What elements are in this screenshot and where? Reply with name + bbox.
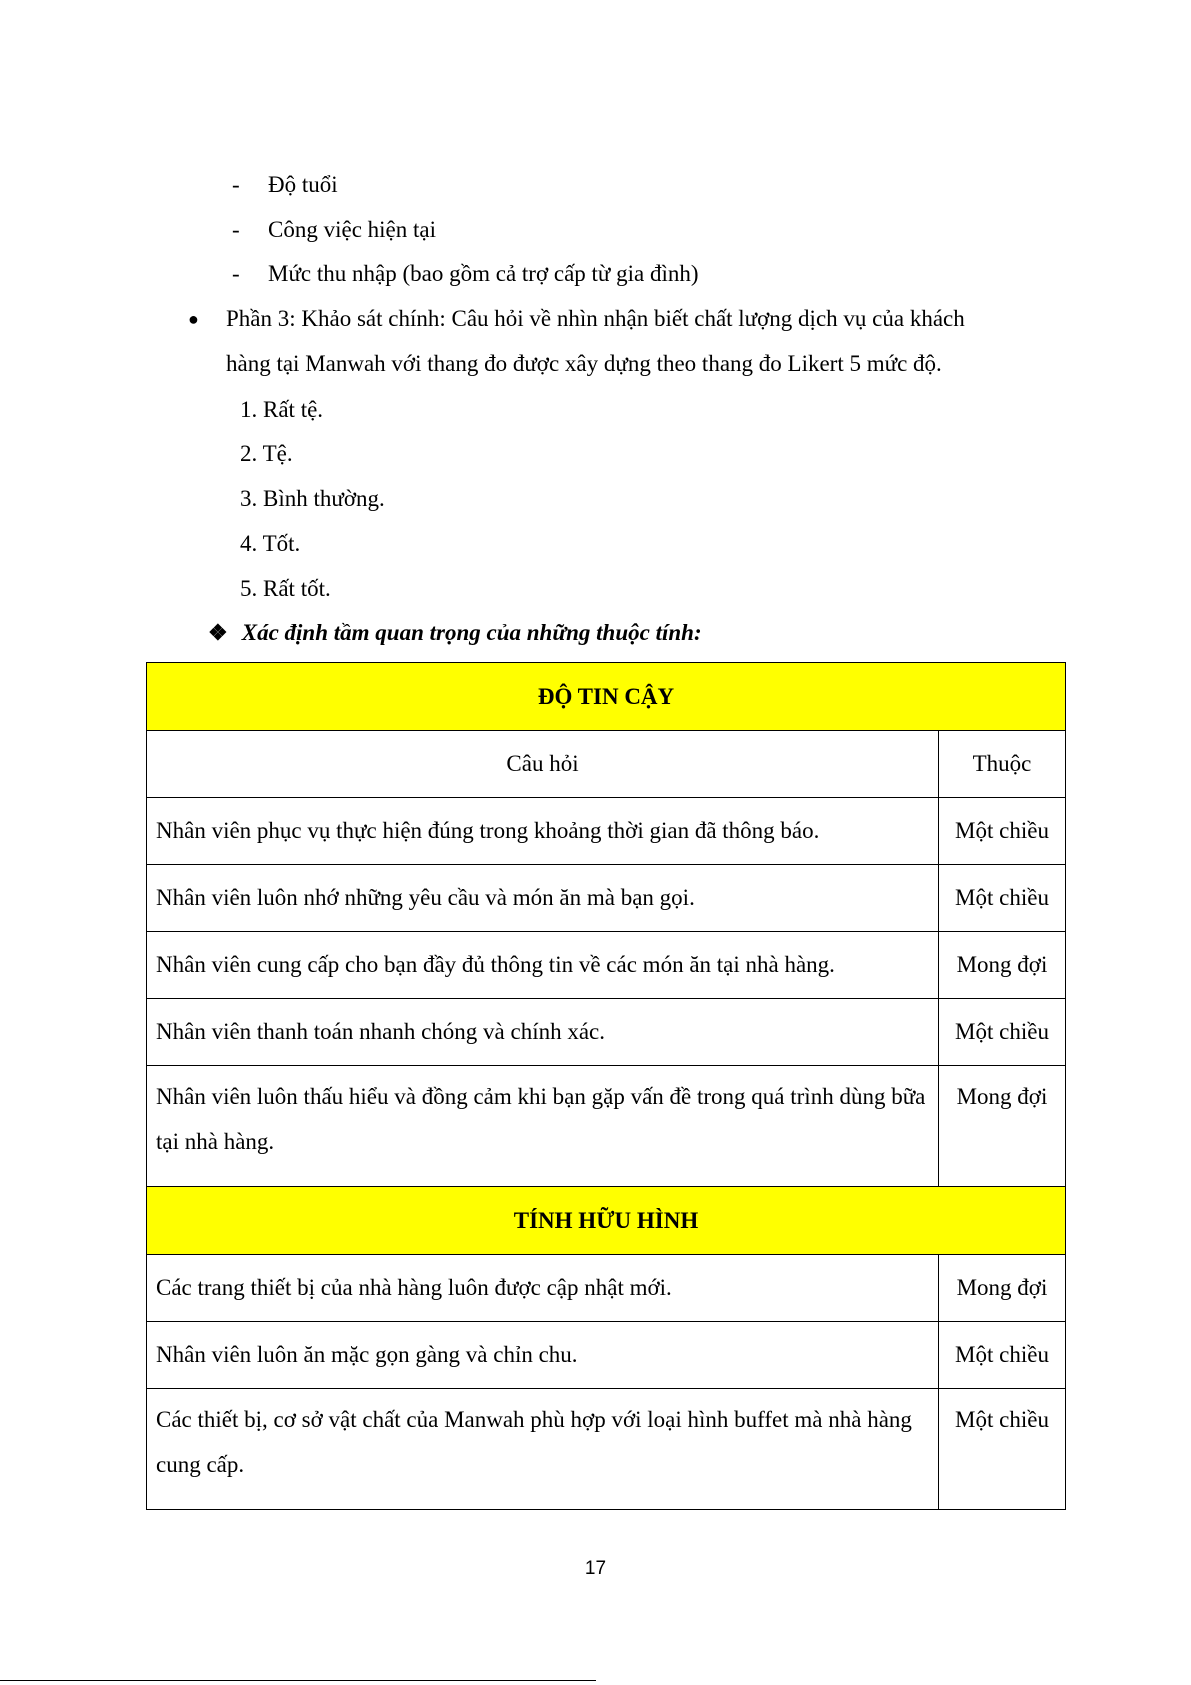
page-number: 17: [584, 1558, 607, 1579]
diamond-bullet-icon: ❖: [208, 620, 228, 645]
question-cell: Nhân viên cung cấp cho bạn đầy đủ thông tin về các món ăn tại nhà hàng.: [147, 932, 939, 999]
section-title: TÍNH HỮU HÌNH: [147, 1187, 1066, 1255]
table-row: [147, 865, 1066, 932]
dash-bullet: -: [232, 261, 240, 286]
section-row: [147, 663, 1066, 731]
table-row: [147, 999, 1066, 1066]
section-heading-text: Xác định tầm quan trọng của những thuộc tính:: [241, 620, 702, 645]
demographic-item-label: Độ tuổi: [268, 172, 338, 197]
type-cell: Một chiều: [939, 1389, 1066, 1510]
likert-item-label: 2. Tệ.: [240, 441, 293, 466]
type-cell: Một chiều: [939, 865, 1066, 932]
question-cell: Nhân viên thanh toán nhanh chóng và chính xác.: [147, 999, 939, 1066]
type-cell: Một chiều: [939, 798, 1066, 865]
bullet-dot-icon: ●: [188, 309, 199, 329]
table-row: [147, 1322, 1066, 1389]
type-cell: Một chiều: [939, 1322, 1066, 1389]
question-cell: Các trang thiết bị của nhà hàng luôn được cập nhật mới.: [147, 1255, 939, 1322]
likert-item-label: 5. Rất tốt.: [240, 576, 331, 601]
likert-item-label: 4. Tốt.: [240, 531, 301, 556]
question-cell: Nhân viên phục vụ thực hiện đúng trong khoảng thời gian đã thông báo.: [147, 798, 939, 865]
type-cell: Mong đợi: [939, 1066, 1066, 1187]
section-title: ĐỘ TIN CẬY: [147, 663, 1066, 731]
question-cell: Các thiết bị, cơ sở vật chất của Manwah phù hợp với loại hình buffet mà nhà hàng cung cấp.: [147, 1389, 939, 1510]
demographic-item-label: Công việc hiện tại: [268, 217, 436, 242]
section-heading: [208, 618, 702, 648]
question-cell: Nhân viên luôn thấu hiểu và đồng cảm khi bạn gặp vấn đề trong quá trình dùng bữa tại nhà hàng.: [147, 1066, 939, 1187]
likert-item-label: 3. Bình thường.: [240, 486, 385, 511]
question-cell: Nhân viên luôn nhớ những yêu cầu và món ăn mà bạn gọi.: [147, 865, 939, 932]
dash-bullet: -: [232, 172, 240, 197]
demographic-item-label: Mức thu nhập (bao gồm cả trợ cấp từ gia đình): [268, 261, 699, 286]
part3-line-1: Phần 3: Khảo sát chính: Câu hỏi về nhìn nhận biết chất lượng dịch vụ của khách: [226, 306, 965, 331]
part3-line-2: hàng tại Manwah với thang đo được xây dựng theo thang đo Likert 5 mức độ.: [226, 351, 942, 376]
footer-divider: [0, 1680, 596, 1681]
section-row: [147, 1187, 1066, 1255]
table-row: [147, 1389, 1066, 1510]
header-row: [147, 731, 1066, 798]
dash-bullet: -: [232, 217, 240, 242]
question-cell: Nhân viên luôn ăn mặc gọn gàng và chỉn chu.: [147, 1322, 939, 1389]
table-row: [147, 1066, 1066, 1187]
table-row: [147, 1255, 1066, 1322]
type-cell: Một chiều: [939, 999, 1066, 1066]
survey-table: [146, 662, 1066, 1510]
type-cell: Mong đợi: [939, 1255, 1066, 1322]
type-cell: Mong đợi: [939, 932, 1066, 999]
column-header-question: Câu hỏi: [147, 731, 939, 798]
table-row: [147, 932, 1066, 999]
column-header-type: Thuộc: [939, 731, 1066, 798]
table-row: [147, 798, 1066, 865]
likert-item-label: 1. Rất tệ.: [240, 397, 324, 422]
